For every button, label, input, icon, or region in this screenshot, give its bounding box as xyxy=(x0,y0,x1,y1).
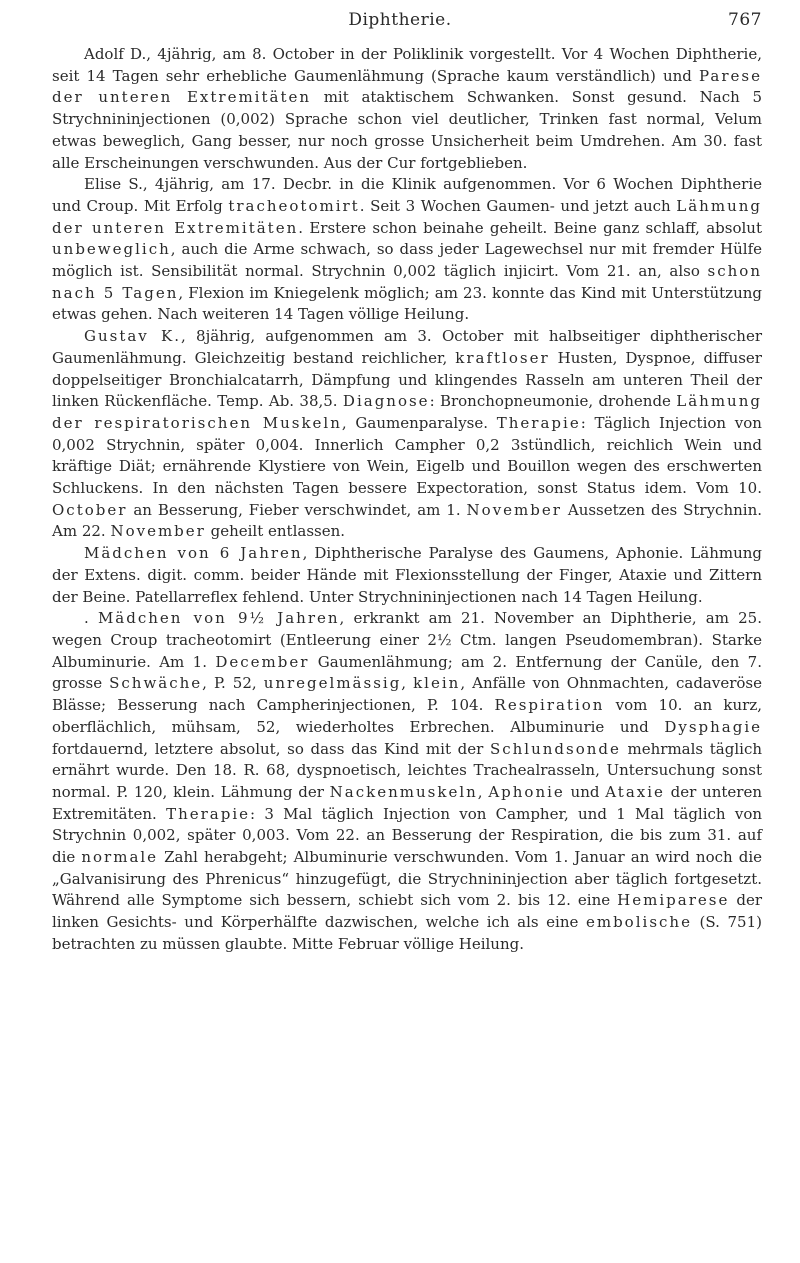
text-run: : Täglich Injection von 0,002 Strychnin, später 0,004. Innerlich Campher 0,2 3stündlich, reichlich Wein und kräftige Diät; ernährende Klystiere von Wein, Eigelb und Bouillon wegen des erschwerten Schluckens. In den nächsten Tagen bessere Expectoration, sonst Status idem. Vom 10. xyxy=(52,413,762,498)
spaced-text: Schwäche xyxy=(109,674,203,693)
text-run: , P. 52, xyxy=(202,674,264,693)
text-run: fortdauernd, letztere absolut, so dass das Kind mit der xyxy=(52,739,490,758)
text-run: und xyxy=(564,782,606,801)
text-run: der unteren Extremitäten. xyxy=(52,782,762,823)
spaced-text: klein xyxy=(413,674,461,693)
spaced-text: December xyxy=(215,652,310,671)
text-run: mehrmals täglich ernährt wurde. Den 18. R. 68, dyspnoetisch, leichtes Trachealrasseln, Untersuchung sonst normal. P. 120, klein. Lähmung der xyxy=(52,739,763,801)
spaced-text: Diagnose xyxy=(342,392,430,411)
case-paragraph xyxy=(52,326,762,543)
text-run: , erkrankt am 21. November an Diphtherie, am 25. wegen Croup tracheotomirt (Entleerung einer 2½ Ctm. langen Pseudomembran). Starke Albuminurie. Am 1. xyxy=(52,609,762,671)
text-run: mit ataktischem Schwanken. Sonst gesund. Nach 5 Strychnininjectionen (0,002) Sprache schon viel deutlicher, Trinken fast normal, Velum etwas beweglich, Gang besser, nur noch grosse Unsicherheit beim Umdrehen. Am 30. fast alle Erscheinungen verschwunden. Aus der Cur fortgeblieben. xyxy=(52,88,762,172)
text-run: . xyxy=(84,609,98,628)
spaced-text: Lähmung der respiratorischen Muskeln xyxy=(52,392,762,432)
spaced-text: Therapie xyxy=(166,804,251,823)
spaced-text: November xyxy=(466,500,562,519)
text-run: Elise S., 4jährig, am 17. Decbr. in die Klinik aufgenommen. Vor 6 Wochen Diphtherie und Croup. Mit Erfolg xyxy=(52,175,762,215)
spaced-text: Hemiparese xyxy=(617,891,730,910)
page-header xyxy=(0,10,800,36)
case-paragraph xyxy=(52,608,762,955)
text-run: Husten, Dyspnoe, diffuser doppelseitiger Bronchialcatarrh, Dämpfung und klingendes Rasseln am unteren Theil der linken Rückenfläche. Temp. Ab. 38,5. xyxy=(52,348,762,411)
running-title: Diphtherie. xyxy=(348,10,452,30)
text-run: (S. 751) betrachten zu müssen glaubte. Mitte Februar völlige Heilung. xyxy=(52,913,762,953)
text-run: an Besserung, Fieber verschwindet, am 1. xyxy=(127,500,467,519)
spaced-text: Schlundsonde xyxy=(489,739,621,758)
spaced-text: Nackenmuskeln xyxy=(329,782,478,801)
text-run: , Anfälle von Ohnmachten, cadaveröse Blässe; Besserung nach Campherinjectionen, P. 104. xyxy=(52,674,763,715)
text-run: , 8jährig, aufgenommen am 3. October mit halbseitiger diphtherischer Gaumenlähmung. Gleichzeitig bestand reichlicher, xyxy=(52,327,762,367)
page-body xyxy=(52,44,762,956)
text-run: , xyxy=(477,782,489,801)
spaced-text: kraftloser xyxy=(455,348,550,367)
spaced-text: Parese der unteren Extremitäten xyxy=(52,66,762,107)
spaced-text: schon nach 5 Tagen xyxy=(52,262,762,302)
spaced-text: Respiration xyxy=(494,696,605,715)
spaced-text: October xyxy=(52,500,128,519)
text-run: der linken Gesichts- und Körperhälfte dazwischen, welche ich als eine xyxy=(52,891,762,932)
case-paragraph xyxy=(52,174,762,326)
spaced-text: Therapie xyxy=(496,413,581,432)
spaced-text: Mädchen von 6 Jahren xyxy=(84,544,303,563)
text-run: , Gaumenparalyse. xyxy=(341,413,497,432)
page-number: 767 xyxy=(728,10,762,30)
spaced-text: Gustav K. xyxy=(84,327,182,346)
spaced-text: tracheotomirt xyxy=(228,196,360,215)
text-run: geheilt entlassen. xyxy=(205,522,346,541)
case-paragraph xyxy=(52,44,762,174)
spaced-text: Aphonie xyxy=(488,782,565,801)
text-run: Gaumenlähmung; am 2. Entfernung der Canüle, den 7. grosse xyxy=(52,652,762,693)
text-run: , Diphtherische Paralyse des Gaumens, Aphonie. Lähmung der Extens. digit. comm. beider Hände mit Flexionsstellung der Finger, Ataxie und Zittern der Beine. Patellarreflex fehlend. Unter Strychnininjectionen nach 14 Tagen Heilung. xyxy=(52,544,763,606)
text-run: . Seit 3 Wochen Gaumen- und jetzt auch xyxy=(359,196,677,215)
text-run: , auch die Arme schwach, so dass jeder Lagewechsel nur mit fremder Hülfe möglich ist. Sensibilität normal. Strychnin 0,002 täglich injicirt. Vom 21. an, also xyxy=(52,240,762,281)
spaced-text: Dysphagie xyxy=(664,717,762,736)
text-run: Adolf D., 4jährig, am 8. October in der Poliklinik vorgestellt. Vor 4 Wochen Diphtherie, seit 14 Tagen sehr erhebliche Gaumenlähmung (Sprache kaum verständlich) und xyxy=(52,45,762,85)
text-run: Aussetzen des Strychnin. Am 22. xyxy=(52,500,762,541)
spaced-text: unbeweglich xyxy=(52,240,171,259)
spaced-text: embolische xyxy=(585,913,692,932)
text-run: , xyxy=(401,674,414,693)
text-run: , Flexion im Kniegelenk möglich; am 23. konnte das Kind mit Unterstützung etwas gehen. Nach weiteren 14 Tagen völlige Heilung. xyxy=(52,283,763,324)
text-run: vom 10. an kurz, oberflächlich, mühsam, 52, wiederholtes Erbrechen. Albuminurie und xyxy=(52,696,762,736)
spaced-text: Lähmung der unteren Extremitäten xyxy=(52,196,762,237)
spaced-text: normale xyxy=(81,848,159,867)
text-run: : Bronchopneumonie, drohende xyxy=(429,392,677,411)
spaced-text: Mädchen von 9½ Jahren xyxy=(97,609,340,628)
spaced-text: Ataxie xyxy=(605,782,665,801)
text-run: Zahl herabgeht; Albuminurie verschwunden. Vom 1. Januar an wird noch die „Galvanisirung des Phrenicus“ hinzugefügt, die Strychnininjection aber täglich fortgesetzt. Während alle Symptome sich bessern, schiebt sich vom 2. bis 12. eine xyxy=(52,848,762,910)
spaced-text: unregelmässig xyxy=(263,674,402,693)
spaced-text: November xyxy=(110,522,206,541)
case-paragraph xyxy=(52,543,762,608)
text-run: . Erstere schon beinahe geheilt. Beine ganz schlaff, absolut xyxy=(298,218,763,237)
text-run: : 3 Mal täglich Injection von Campher, und 1 Mal täglich von Strychnin 0,002, später 0,003. Vom 22. an Besserung der Respiration, die bis zum 31. auf die xyxy=(52,804,763,867)
